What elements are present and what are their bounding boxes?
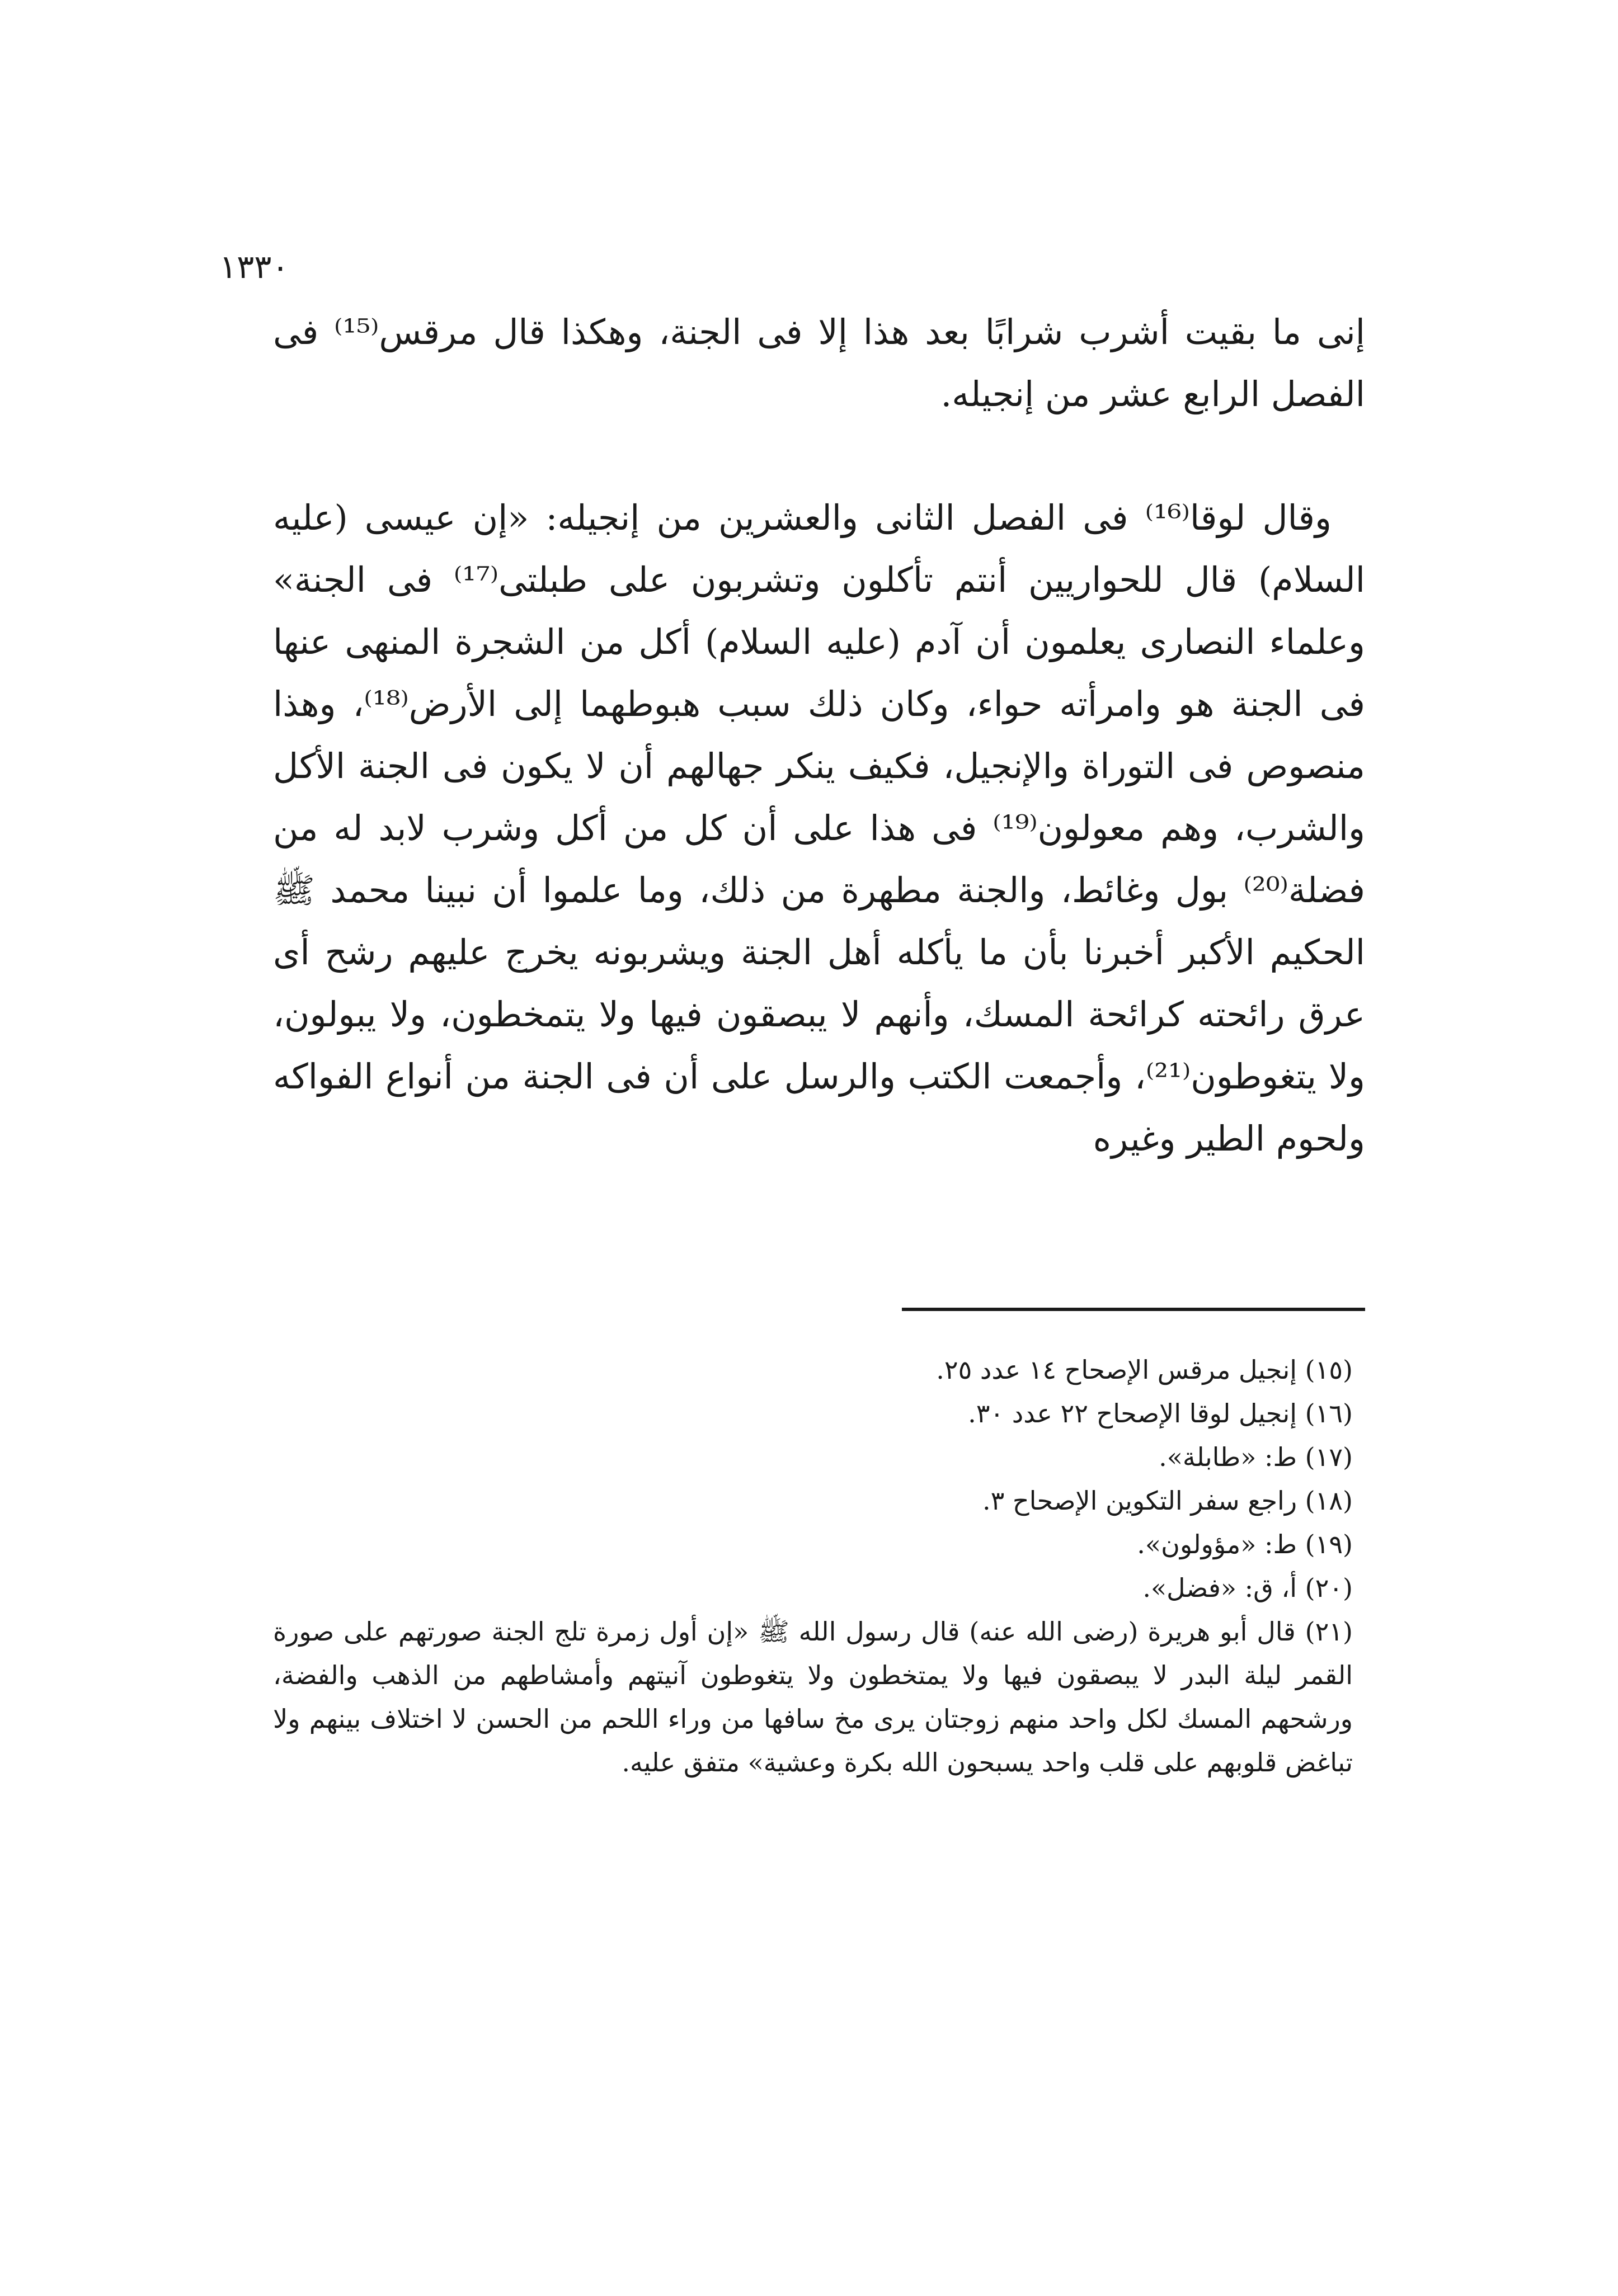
footnote-15: (١٥) إنجيل مرقس الإصحاح ١٤ عدد ٢٥. xyxy=(936,1355,1353,1385)
body-paragraph: إنى ما بقيت أشرب شرابًا بعد هذا إلا فى الجنة، وهكذا قال مرقس⁽¹⁵⁾ فى الفصل الرابع عشر من إنجيله. xyxy=(273,312,1366,414)
page-number: ١٣٣٠ xyxy=(219,248,289,286)
main-text-block-1 xyxy=(273,301,1365,425)
footnote-separator xyxy=(902,1308,1365,1311)
footnote-20: (٢٠) أ، ق: «فضل». xyxy=(1142,1573,1353,1603)
footnotes-section xyxy=(273,1348,1353,1784)
main-text-block-2 xyxy=(273,487,1365,1170)
body-paragraph: وقال لوقا⁽¹⁶⁾ فى الفصل الثانى والعشرين من إنجيله: «إن عيسى (عليه السلام) قال للحواريين أنتم تأكلون وتشربون على طبلتى⁽¹⁷⁾ فى الجنة» وعلماء النصارى يعلمون أن آدم (عليه السلام) أكل من الشجرة المنهى عنها فى الجنة هو وامرأته حواء، وكان ذلك سبب هبوطهما إلى الأرض⁽¹⁸⁾، وهذا منصوص فى التوراة والإنجيل، فكيف ينكر جهالهم أن لا يكون فى الجنة الأكل والشرب، وهم معولون⁽¹⁹⁾ فى هذا على أن كل من أكل وشرب لابد له من فضلة⁽²⁰⁾ بول وغائط، والجنة مطهرة من ذلك، وما علموا أن نبينا محمد ﷺ الحكيم الأكبر أخبرنا بأن ما يأكله أهل الجنة ويشربونه يخرج عليهم رشح أى عرق رائحته كرائحة المسك، وأنهم لا يبصقون فيها ولا يتمخطون، ولا يبولون، ولا يتغوطون⁽²¹⁾، وأجمعت الكتب والرسل على أن فى الجنة من أنواع الفواكه ولحوم الطير وغيره xyxy=(273,497,1366,1159)
footnote-21: (٢١) قال أبو هريرة (رضى الله عنه) قال رسول الله ﷺ «إن أول زمرة تلج الجنة صورتهم على صورة القمر ليلة البدر لا يبصقون فيها ولا يمتخطون ولا يتغوطون آنيتهم وأمشاطهم من الذهب والفضة، ورشحهم المسك لكل واحد منهم زوجتان يرى مخ سافها من وراء اللحم من الحسن لا اختلاف بينهم ولا تباغض قلوبهم على قلب واحد يسبحون الله بكرة وعشية» متفق عليه. xyxy=(273,1616,1353,1778)
footnote-18: (١٨) راجع سفر التكوين الإصحاح ٣. xyxy=(982,1486,1353,1516)
footnote-19: (١٩) ط: «مؤولون». xyxy=(1137,1529,1353,1559)
footnote-16: (١٦) إنجيل لوقا الإصحاح ٢٢ عدد ٣٠. xyxy=(968,1398,1353,1428)
footnote-17: (١٧) ط: «طابلة». xyxy=(1159,1442,1353,1472)
